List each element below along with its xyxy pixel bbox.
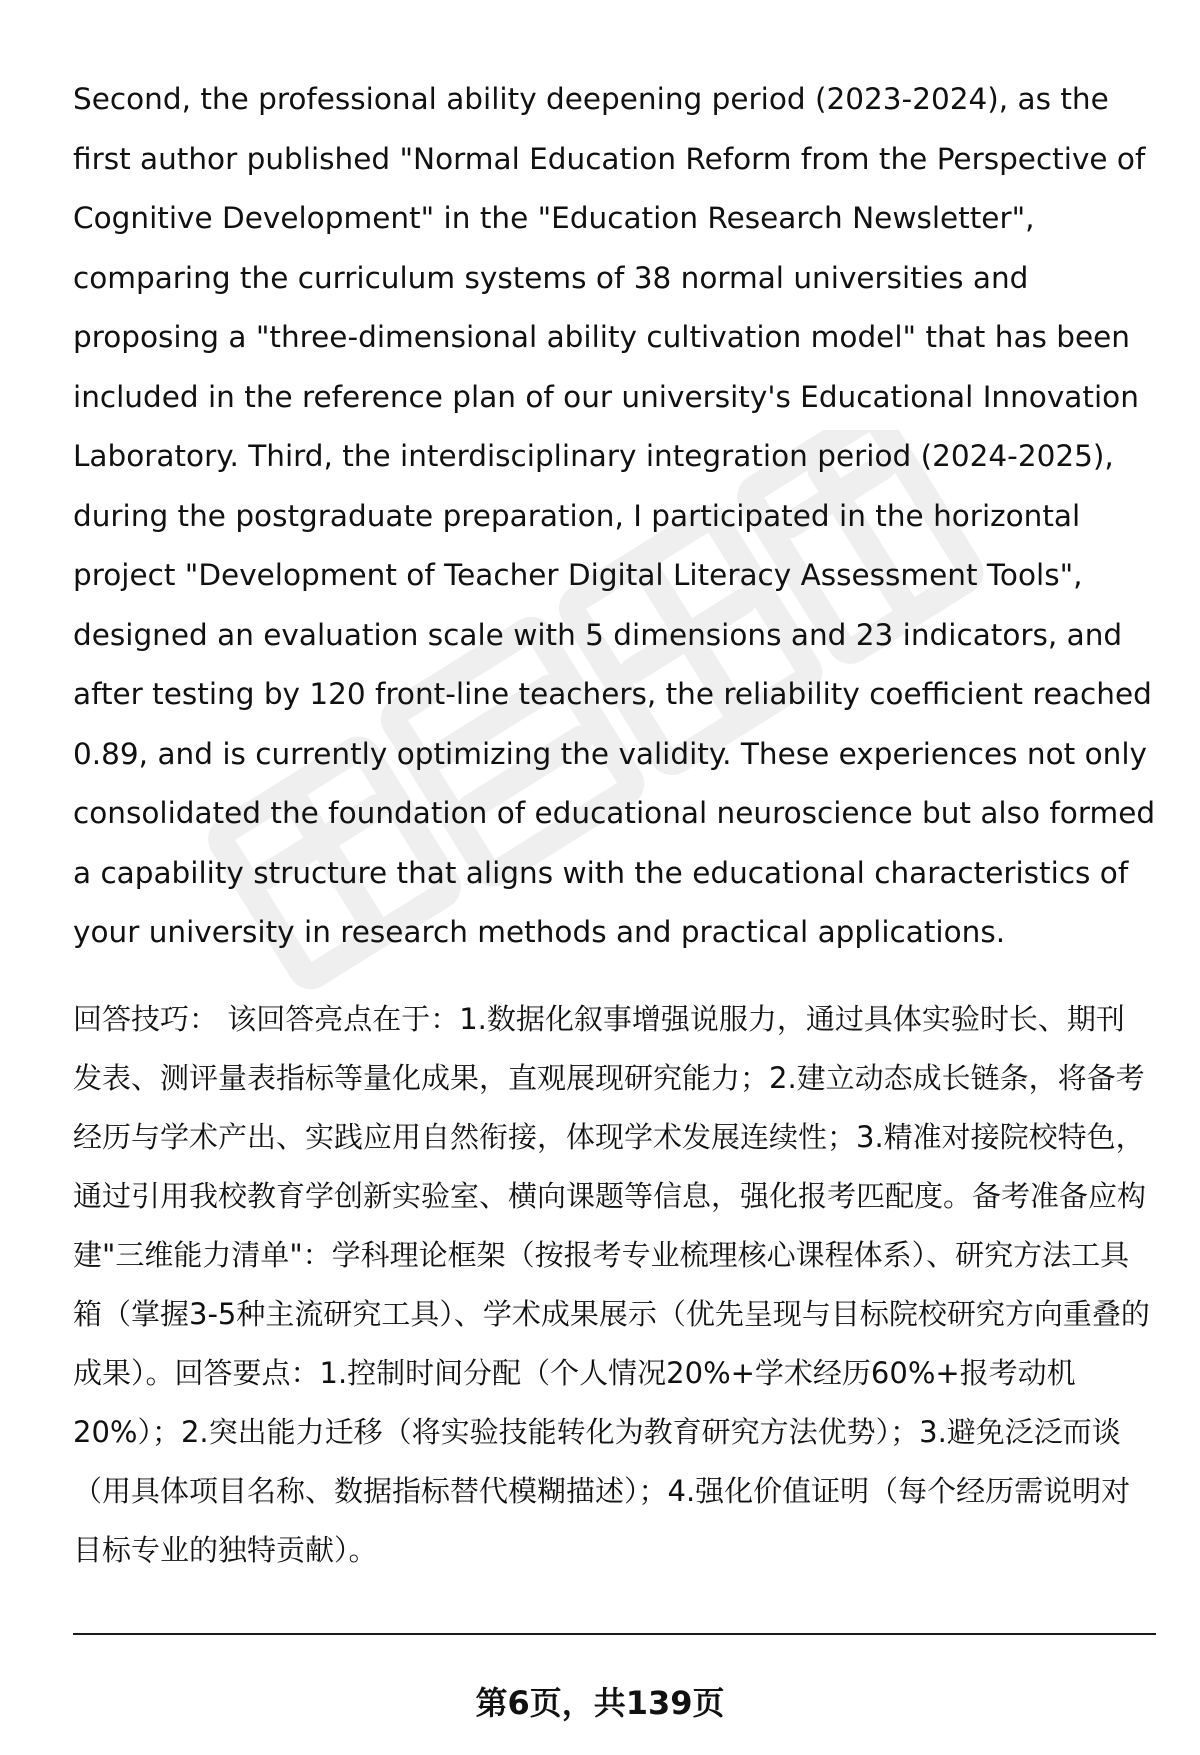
english-body-paragraph: Second, the professional ability deepening period (2023-2024), as the first author published "Normal Education Reform from the Perspective of Cognitive Development" in the "Education Research Newsletter", comparing the curriculum systems of 38 normal universities and proposing a "three-dimensional ability cultivation model" that has been included in the reference plan of our university's Educational Innovation Laboratory. Third, the interdisciplinary integration period (2024-2025), during the postgraduate preparation, I participated in the horizontal project "Development of Teacher Digital Literacy Assessment Tools", designed an evaluation scale with 5 dimensions and 23 indicators, and after testing by 120 front-line teachers, the reliability coefficient reached 0.89, and is currently optimizing the validity. These experiences not only consolidated the foundation of educational neuroscience but also formed a capability structure that aligns with the educational characteristics of your university in research methods and practical applications. [73, 82, 1156, 949]
answer-tips-paragraph: 回答技巧： 该回答亮点在于：1.数据化叙事增强说服力，通过具体实验时长、期刊发表、测评量表指标等量化成果，直观展现研究能力；2.建立动态成长链条，将备考经历与学术产出、实践应用自然衔接，体现学术发展连续性；3.精准对接院校特色，通过引用我校教育学创新实验室、横向课题等信息，强化报考匹配度。备考准备应构建"三维能力清单"：学科理论框架（按报考专业梳理核心课程体系）、研究方法工具箱（掌握3-5种主流研究工具）、学术成果展示（优先呈现与目标院校研究方向重叠的成果）。回答要点：1.控制时间分配（个人情况20%+学术经历60%+报考动机20%）；2.突出能力迁移（将实验技能转化为教育研究方法优势）；3.避免泛泛而谈（用具体项目名称、数据指标替代模糊描述）；4.强化价值证明（每个经历需说明对目标专业的独特贡献）。 [73, 1002, 1150, 1567]
footer-divider [73, 1633, 1156, 1635]
page-number: 第6页，共139页 [475, 1684, 725, 1722]
